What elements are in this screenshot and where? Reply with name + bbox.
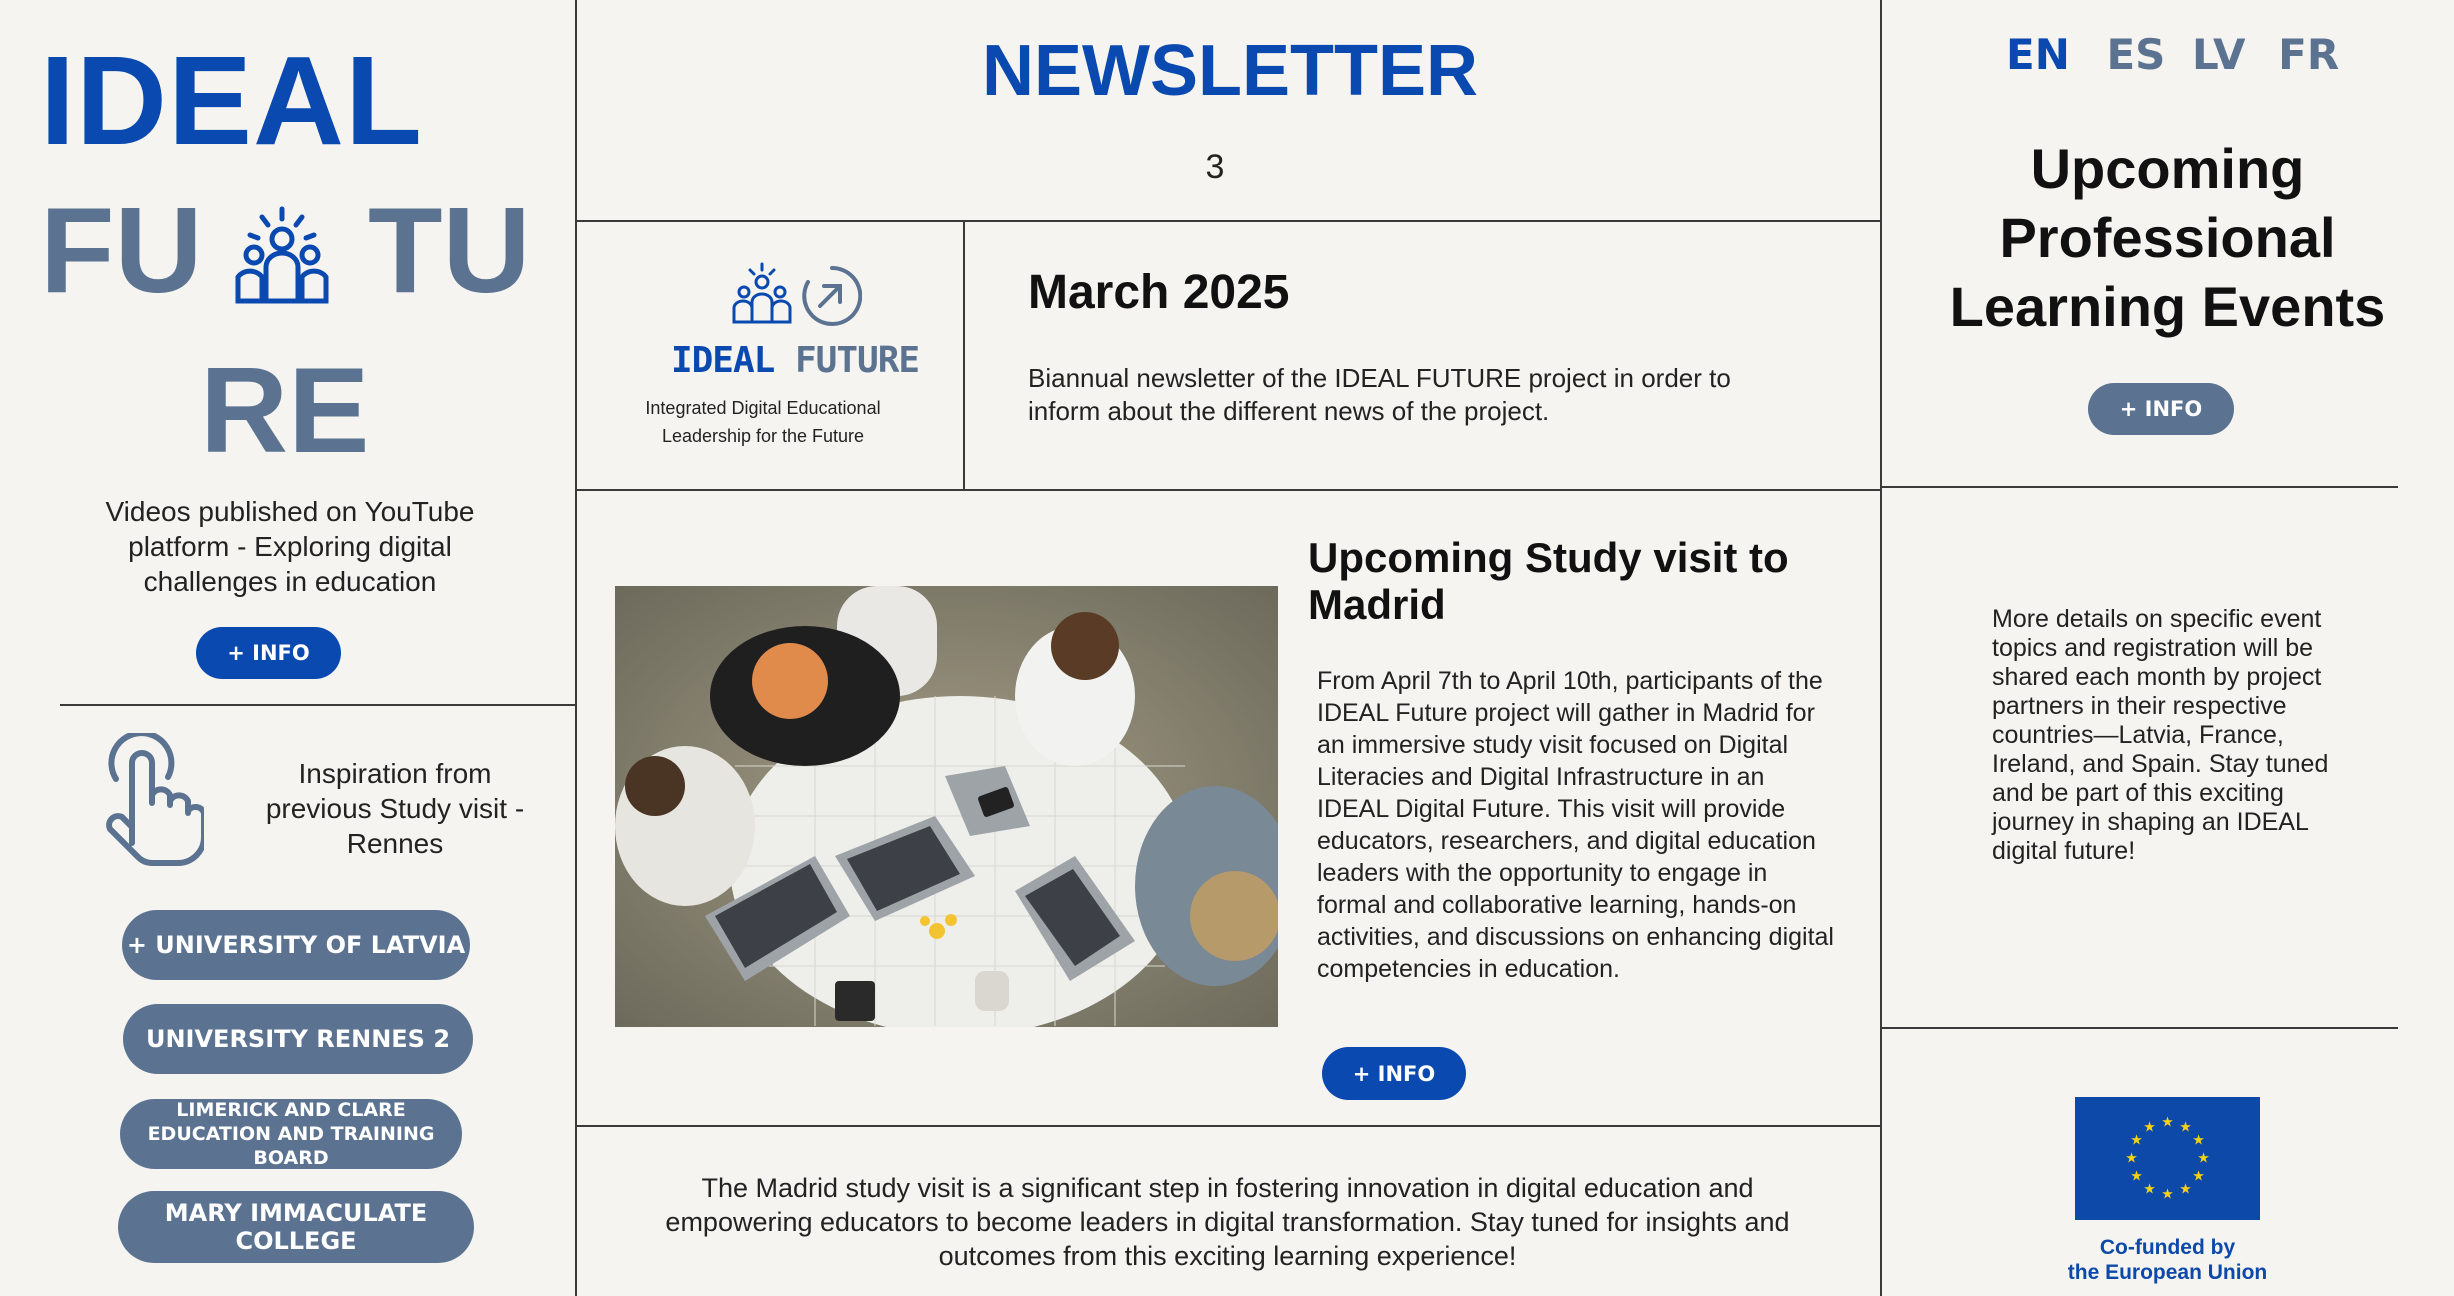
ideal-future-logo [728, 262, 862, 328]
svg-text:★: ★ [2197, 1150, 2210, 1167]
divider-left-section [60, 704, 577, 706]
svg-text:★: ★ [2192, 1168, 2205, 1185]
svg-text:★: ★ [2192, 1132, 2205, 1149]
divider-logo [963, 222, 965, 490]
divider-intro [575, 489, 1882, 491]
videos-text: Videos published on YouTube platform - Exploring digital challenges in education [105, 496, 475, 597]
logo-name [664, 340, 926, 381]
svg-text:★: ★ [2179, 1119, 2192, 1136]
eu-flag-icon [2075, 1097, 2260, 1220]
hand-pointer-icon [96, 733, 204, 868]
link-university-of-latvia[interactable]: + UNIVERSITY OF LATVIA [122, 910, 470, 980]
logo-tagline-1: Integrated Digital Educational [645, 398, 881, 418]
lang-es[interactable]: ES [2106, 30, 2166, 79]
events-title: Upcoming Professional Learning Events [1949, 137, 2386, 338]
events-details: More details on specific event topics and registration will be shared each month by project partners in their respective countries—Latvia, France, Ireland, and Spain. Stay tuned and be part of this exciting journey in shaping an IDEAL digital future! [1992, 605, 2329, 865]
brand-re: RE [200, 342, 370, 478]
logo-name-ideal: IDEAL [670, 340, 775, 381]
language-switcher [2006, 30, 2339, 79]
brand-tu: TU [368, 182, 531, 318]
svg-text:★: ★ [2143, 1119, 2156, 1136]
divider-right [1880, 0, 1882, 1296]
article-info-button[interactable]: + INFO [1322, 1047, 1466, 1100]
svg-text:★: ★ [2179, 1181, 2192, 1198]
article-photo [615, 586, 1278, 1027]
divider-left [575, 0, 577, 1296]
inspiration-text: Inspiration from previous Study visit - Rennes [265, 758, 525, 859]
brand-ideal: IDEAL [40, 30, 423, 171]
svg-text:★: ★ [2161, 1186, 2174, 1203]
lang-en[interactable]: EN [2006, 30, 2070, 79]
intro-text: Biannual newsletter of the IDEAL FUTURE project in order to inform about the different news of the project. [1028, 363, 1731, 426]
lang-lv[interactable]: LV [2192, 30, 2246, 79]
newsletter-title: NEWSLETTER [982, 31, 1478, 111]
events-info-button[interactable]: + INFO [2088, 383, 2234, 435]
logo-tagline-2: Leadership for the Future [661, 426, 865, 446]
divider-right-details [1880, 1027, 2398, 1029]
eu-label-1: Co-funded by [2099, 1236, 2236, 1259]
people-group-icon [228, 205, 336, 305]
link-university-rennes-2[interactable]: UNIVERSITY RENNES 2 [123, 1004, 473, 1074]
footer-text: The Madrid study visit is a significant step in fostering innovation in digital education and empowering educators to become leaders in digital transformation. Stay tuned for insights and outcomes from this exciting learning experience! [665, 1173, 1790, 1271]
issue-date: March 2025 [1028, 266, 1290, 319]
article-title: Upcoming Study visit to Madrid [1308, 534, 1789, 628]
svg-text:★: ★ [2143, 1181, 2156, 1198]
eu-label-2: the European Union [2067, 1261, 2268, 1284]
divider-article [575, 1125, 1882, 1127]
svg-text:★: ★ [2130, 1132, 2143, 1149]
article-body: From April 7th to April 10th, participants of the IDEAL Future project will gather in Madrid for an immersive study visit focused on Digital Literacies and Digital Infrastructure in an IDEAL Digital Future. This visit will provide educators, researchers, and digital education leaders with the opportunity to engage in formal and collaborative learning, hands-on activities, and discussions on enhancing digital competencies in education. [1317, 667, 1834, 983]
svg-text:★: ★ [2130, 1168, 2143, 1185]
svg-text:★: ★ [2161, 1114, 2174, 1131]
lang-fr[interactable]: FR [2278, 30, 2340, 79]
link-limerick-clare-etb[interactable]: LIMERICK AND CLARE EDUCATION AND TRAINING BOARD [120, 1099, 462, 1169]
divider-header [575, 220, 1882, 222]
svg-text:★: ★ [2125, 1150, 2138, 1167]
logo-name-future: FUTURE [795, 340, 920, 381]
brand-fu: FU [40, 182, 203, 318]
issue-number: 3 [1205, 148, 1225, 186]
videos-info-button[interactable]: + INFO [196, 627, 341, 679]
divider-right-events [1880, 486, 2398, 488]
link-mary-immaculate-college[interactable]: MARY IMMACULATE COLLEGE [118, 1191, 474, 1263]
